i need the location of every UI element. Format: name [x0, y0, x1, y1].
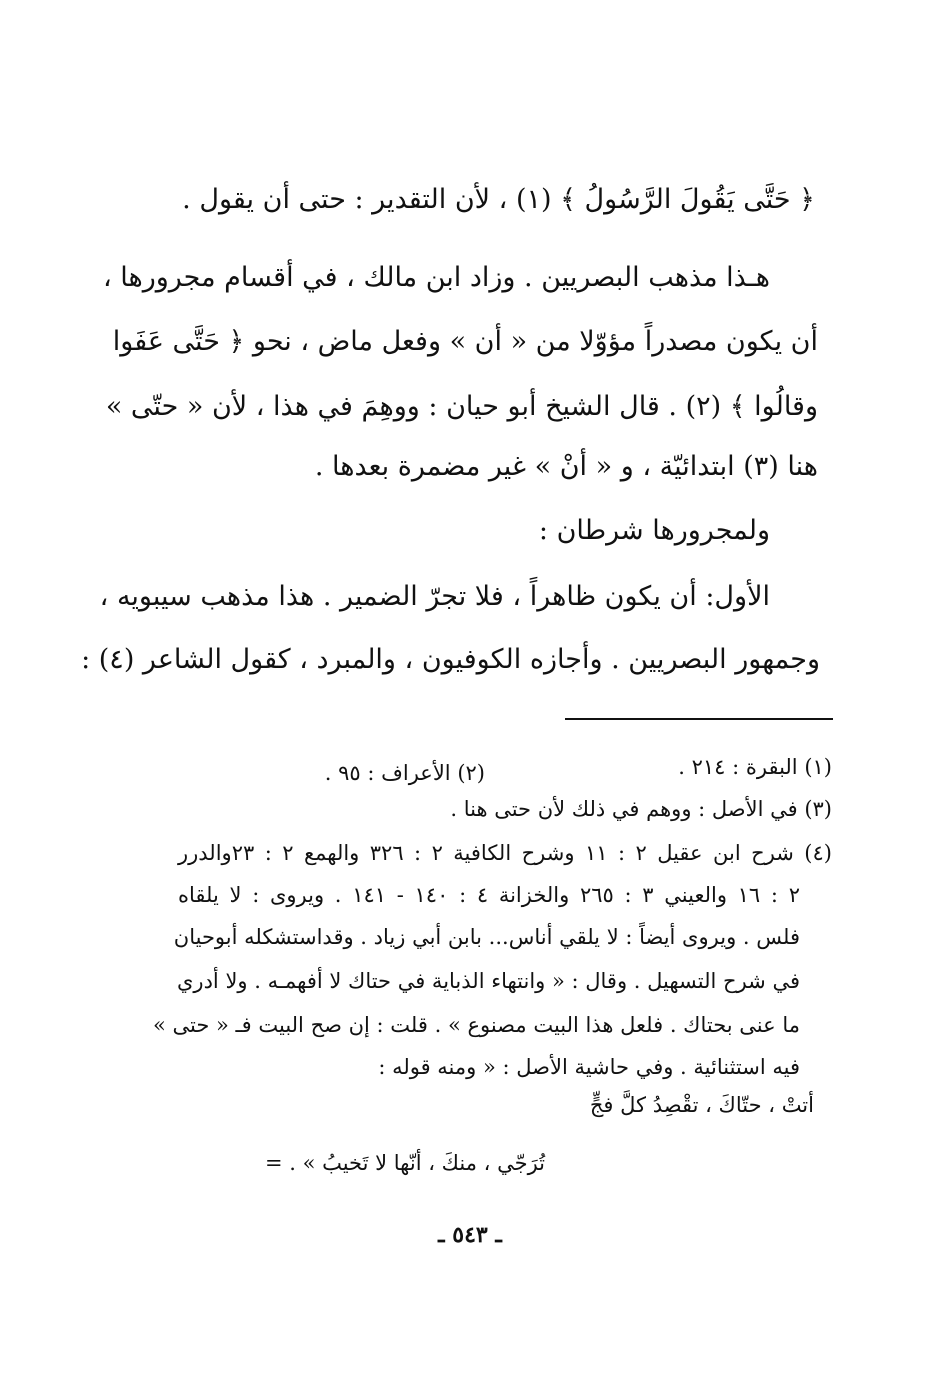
body-line-7: الأول: أن يكون ظاهراً ، فلا تجرّ الضمير . هذا مذهب سيبويه ، [99, 581, 770, 612]
footnote-4-line-6: فيه استثنائية . وفي حاشية الأصل : « ومنه قوله : [378, 1055, 800, 1079]
footnote-4-line-4: في شرح التسهيل . وقال : « وانتهاء الذباية في حتاك لا أفهمـه . ولا أدري [177, 969, 800, 993]
footnote-separator [565, 718, 833, 720]
body-line-4: وقالُوا ﴾ (٢) . قال الشيخ أبو حيان : ووهِمَ في هذا ، لأن « حتّى » [105, 391, 818, 422]
footnote-4-line-5: ما عنى بحتاك . فلعل هذا البيت مصنوع » . قلت : إن صح البيت فـ « حتى » [152, 1013, 800, 1037]
footnote-4-line-1: (٤) شرح ابن عقيل ٢ : ١١ وشرح الكافية ٢ : ٣٢٦ والهمع ٢ : ٢٣والدرر [178, 841, 832, 865]
footnote-4-line-2: ٢ : ١٦ والعيني ٣ : ٢٦٥ والخزانة ٤ : ١٤٠ - ١٤١ . ويروى : لا يلقاه [178, 883, 800, 907]
footnote-2: (٢) الأعراف : ٩٥ . [324, 761, 485, 785]
verse-line-2: تُرَجّي ، منكَ ، أنّها لا تَخيبُ » . = [264, 1151, 545, 1175]
verse-line-1: أتتْ ، حتّاكَ ، تقْصِدُ كلَّ فجٍّ [589, 1093, 814, 1117]
footnote-1: (١) البقرة : ٢١٤ . [678, 755, 832, 779]
body-line-1: ﴿ حَتَّى يَقُولَ الرَّسُولُ ﴾ (١) ، لأن التقدير : حتى أن يقول . [182, 184, 815, 215]
body-line-5: هنا (٣) ابتدائيّة ، و « أنْ » غير مضمرة بعدها . [314, 451, 818, 482]
footnote-3: (٣) في الأصل : ووهم في ذلك لأن حتى هنا . [450, 797, 832, 821]
footnote-4-line-3: فلس . ويروى أيضاً : لا يلقي أناس... بابن أبي زياد . وقداستشكله أبوحيان [173, 925, 800, 949]
body-line-8: وجمهور البصريين . وأجازه الكوفيون ، والمبرد ، كقول الشاعر (٤) : [81, 644, 820, 675]
body-line-3: أن يكون مصدراً مؤوّلا من « أن » وفعل ماض ، نحو ﴿ حَتَّى عَفَوا [112, 326, 818, 357]
body-line-6: ولمجرورها شرطان : [538, 515, 770, 546]
page-number: ـ ٥٤٣ ـ [438, 1222, 502, 1248]
body-line-2: هـذا مذهب البصريين . وزاد ابن مالك ، في أقسام مجرورها ، [102, 262, 770, 293]
